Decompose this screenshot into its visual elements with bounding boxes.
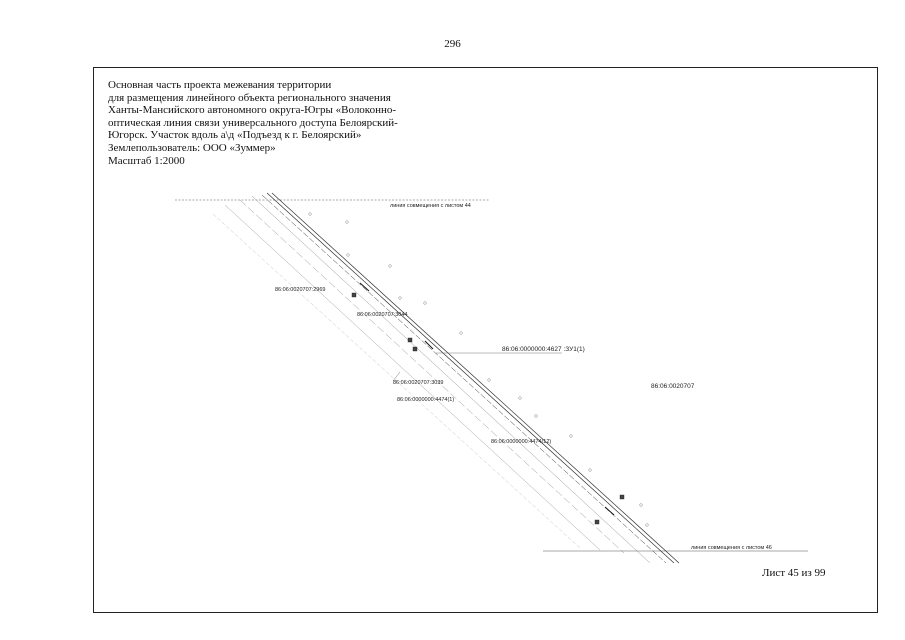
quarter-label: 86:06:0020707 (651, 383, 695, 390)
parcel-label-3: 86:06:0000000:4627 :ЗУ1(1) (502, 346, 585, 353)
survey-markers (352, 293, 624, 524)
road-corridor (213, 193, 679, 563)
title-line-5: Югорск. Участок вдоль а\д «Подъезд к г. Белоярский» (108, 129, 362, 142)
match-line-bottom-label: линия совмещения с листом 46 (691, 545, 772, 551)
page-number: 296 (444, 38, 461, 50)
title-line-3: Ханты-Мансийского автономного округа-Югры «Волоконно- (108, 104, 397, 117)
match-line-top-label: линия совмещения с листом 44 (390, 203, 471, 209)
parcel-label-1: 86:06:0020707:2969 (275, 287, 326, 293)
leader-lines (393, 353, 562, 381)
title-line-6: Землепользователь: ООО «Зуммер» (108, 141, 276, 154)
parcel-label-5: 86:06:0000000:4474(1) (397, 397, 455, 403)
title-line-4: оптическая линия связи универсального доступа Белоярский- (108, 116, 398, 129)
title-line-2: для размещения линейного объекта регионального значения (108, 91, 391, 104)
parcel-label-4: 86:06:0020707:3039 (393, 380, 444, 386)
title-line-1: Основная часть проекта межевания территории (108, 79, 332, 91)
map-objects (309, 213, 649, 527)
parcel-label-2: 86:06:0020707:3044 (357, 312, 408, 318)
title-line-7: Масштаб 1:2000 (108, 154, 185, 167)
parcel-label-6: 86:06:0000000:4474(12) (491, 439, 552, 445)
sheet-label: Лист 45 из 99 (762, 567, 826, 579)
